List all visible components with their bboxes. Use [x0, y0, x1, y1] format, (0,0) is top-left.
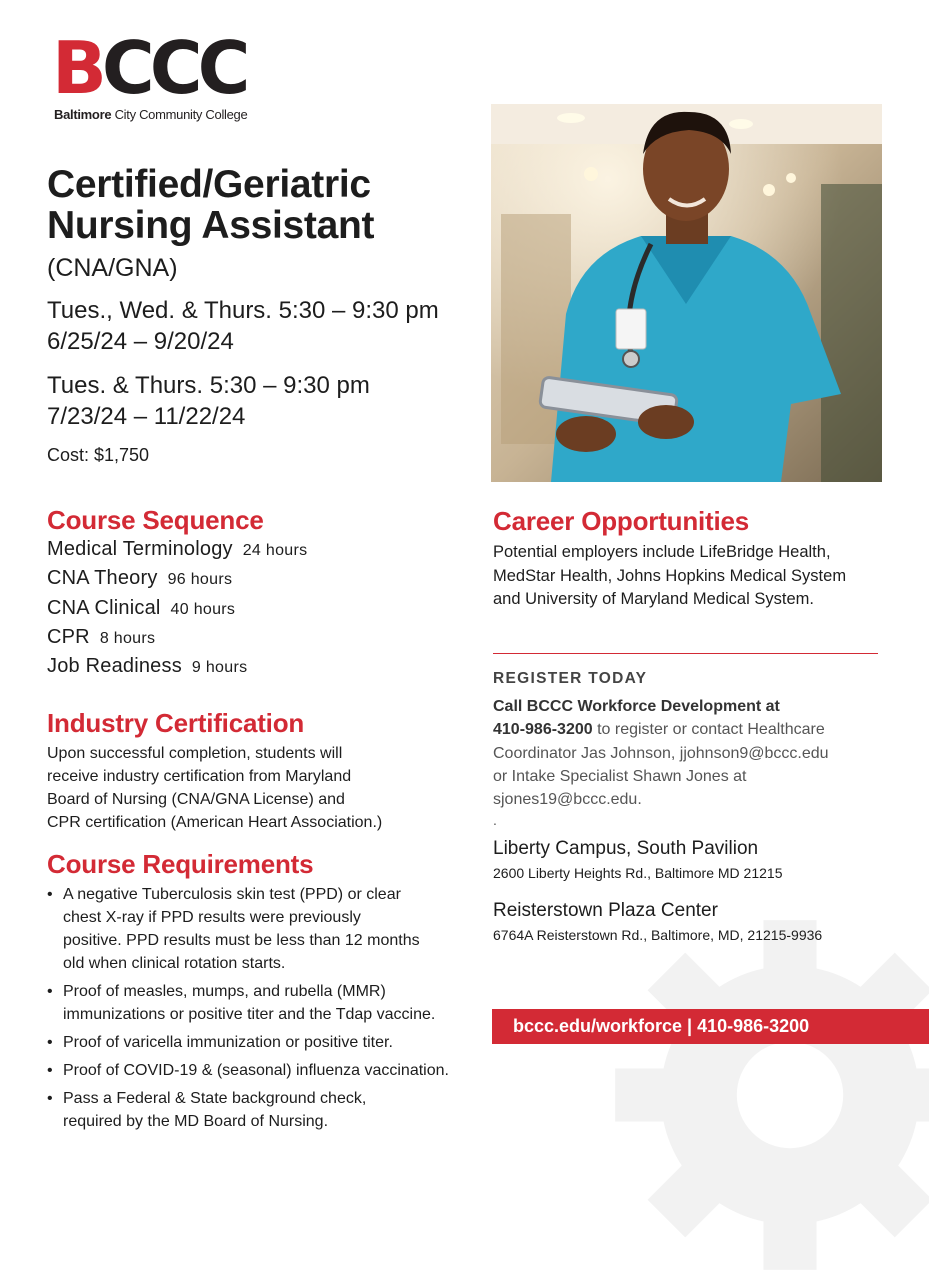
- schedule-option-1: [47, 295, 439, 357]
- course-name: Medical Terminology: [47, 538, 233, 560]
- course-requirements-heading: Course Requirements: [47, 849, 314, 879]
- text-line: to register or contact Healthcare: [592, 721, 825, 739]
- text-line: Proof of COVID-19 & (seasonal) influenza vaccination.: [63, 1062, 449, 1079]
- bullet-icon: •: [47, 983, 53, 1000]
- course-sequence-heading: Course Sequence: [47, 505, 264, 535]
- bullet-icon: •: [47, 1090, 53, 1107]
- register-phone[interactable]: 410-986-3200: [493, 721, 593, 739]
- logo-sub-bold: Baltimore: [54, 107, 112, 122]
- section-divider: [493, 653, 878, 654]
- industry-certification-heading: Industry Certification: [47, 708, 305, 738]
- footer-contact-bar[interactable]: bccc.edu/workforce | 410-986-3200: [492, 1009, 929, 1044]
- list-item: [47, 1059, 487, 1082]
- schedule-days: Tues., Wed. & Thurs. 5:30 – 9:30 pm: [47, 297, 439, 324]
- bullet-icon: •: [47, 1062, 53, 1079]
- page-subtitle: (CNA/GNA): [47, 254, 178, 282]
- text-line: receive industry certification from Maryland: [47, 768, 352, 785]
- campus-address: 6764A Reisterstown Rd., Baltimore, MD, 21215-9936: [493, 927, 823, 943]
- text-line: CPR certification (American Heart Association.): [47, 814, 383, 831]
- schedule-dates: 6/25/24 – 9/20/24: [47, 328, 234, 355]
- campus-reisterstown: [493, 900, 822, 943]
- list-item: [47, 567, 307, 596]
- register-call-line: Call BCCC Workforce Development at: [493, 698, 780, 715]
- text-line: sjones19@bccc.edu.: [493, 791, 642, 809]
- text-line: chest X-ray if PPD results were previously: [63, 909, 361, 926]
- campus-liberty: [493, 838, 782, 881]
- career-text: [493, 541, 893, 612]
- campus-name: Liberty Campus, South Pavilion: [493, 838, 759, 859]
- list-item: [47, 1031, 487, 1054]
- text-line: required by the MD Board of Nursing.: [63, 1113, 329, 1130]
- register-text: [493, 695, 893, 811]
- course-hours: 8 hours: [99, 629, 156, 647]
- course-hours: 9 hours: [191, 659, 248, 677]
- text-line: Board of Nursing (CNA/GNA License) and: [47, 791, 345, 808]
- register-heading: REGISTER TODAY: [493, 670, 648, 687]
- text-line: old when clinical rotation starts.: [63, 955, 286, 972]
- logo-letters-ccc: CCC: [101, 26, 246, 110]
- course-name: CNA Theory: [47, 567, 158, 590]
- course-hours: 24 hours: [242, 542, 308, 559]
- list-item: [47, 883, 487, 975]
- gear-watermark-icon: [600, 905, 929, 1285]
- text-line: Proof of measles, mumps, and rubella (MMR): [63, 983, 386, 1000]
- list-item: [47, 655, 307, 684]
- requirements-list: [47, 883, 487, 1138]
- list-item: [47, 538, 307, 567]
- campus-address: 2600 Liberty Heights Rd., Baltimore MD 21215: [493, 865, 783, 881]
- logo-sub-rest: City Community College: [111, 107, 248, 122]
- text-line: A negative Tuberculosis skin test (PPD) or clear: [63, 886, 401, 903]
- career-opportunities-heading: Career Opportunities: [493, 506, 750, 536]
- stray-dot: .: [493, 812, 497, 828]
- bullet-icon: •: [47, 1034, 53, 1051]
- list-item: [47, 1087, 487, 1133]
- list-item: [47, 626, 307, 655]
- nurse-photo: [491, 104, 882, 482]
- course-name: CNA Clinical: [47, 596, 161, 619]
- course-name: Job Readiness: [47, 655, 182, 678]
- text-line: Coordinator Jas Johnson, jjohnson9@bccc.edu: [493, 744, 829, 762]
- text-line: Upon successful completion, students will: [47, 745, 343, 762]
- text-line: positive. PPD results must be less than 12 months: [63, 932, 420, 949]
- text-line: and University of Maryland Medical System.: [493, 590, 814, 608]
- campus-name: Reisterstown Plaza Center: [493, 900, 718, 921]
- bccc-logo: [52, 26, 246, 110]
- course-hours: 40 hours: [170, 600, 236, 618]
- text-line: MedStar Health, Johns Hopkins Medical System: [493, 566, 847, 585]
- logo-college-name: [54, 107, 247, 122]
- text-line: Potential employers include LifeBridge Health,: [493, 543, 831, 561]
- logo-letter-b: B: [52, 26, 102, 110]
- text-line: or Intake Specialist Shawn Jones at: [493, 767, 747, 785]
- schedule-dates: 7/23/24 – 11/22/24: [47, 403, 246, 430]
- schedule-days: Tues. & Thurs. 5:30 – 9:30 pm: [47, 372, 370, 399]
- page-title: Certified/Geriatric Nursing Assistant: [47, 163, 375, 247]
- list-item: [47, 980, 487, 1026]
- schedule-option-2: [47, 370, 370, 432]
- certification-text: [47, 742, 427, 834]
- list-item: [47, 597, 307, 626]
- text-line: Proof of varicella immunization or positive titer.: [63, 1034, 393, 1051]
- text-line: Pass a Federal & State background check,: [63, 1090, 367, 1107]
- course-sequence-list: [47, 538, 307, 684]
- text-line: immunizations or positive titer and the Tdap vaccine.: [63, 1006, 436, 1023]
- course-hours: 96 hours: [167, 571, 233, 589]
- course-cost: Cost: $1,750: [47, 445, 150, 465]
- bullet-icon: •: [47, 886, 53, 903]
- course-name: CPR: [47, 625, 90, 648]
